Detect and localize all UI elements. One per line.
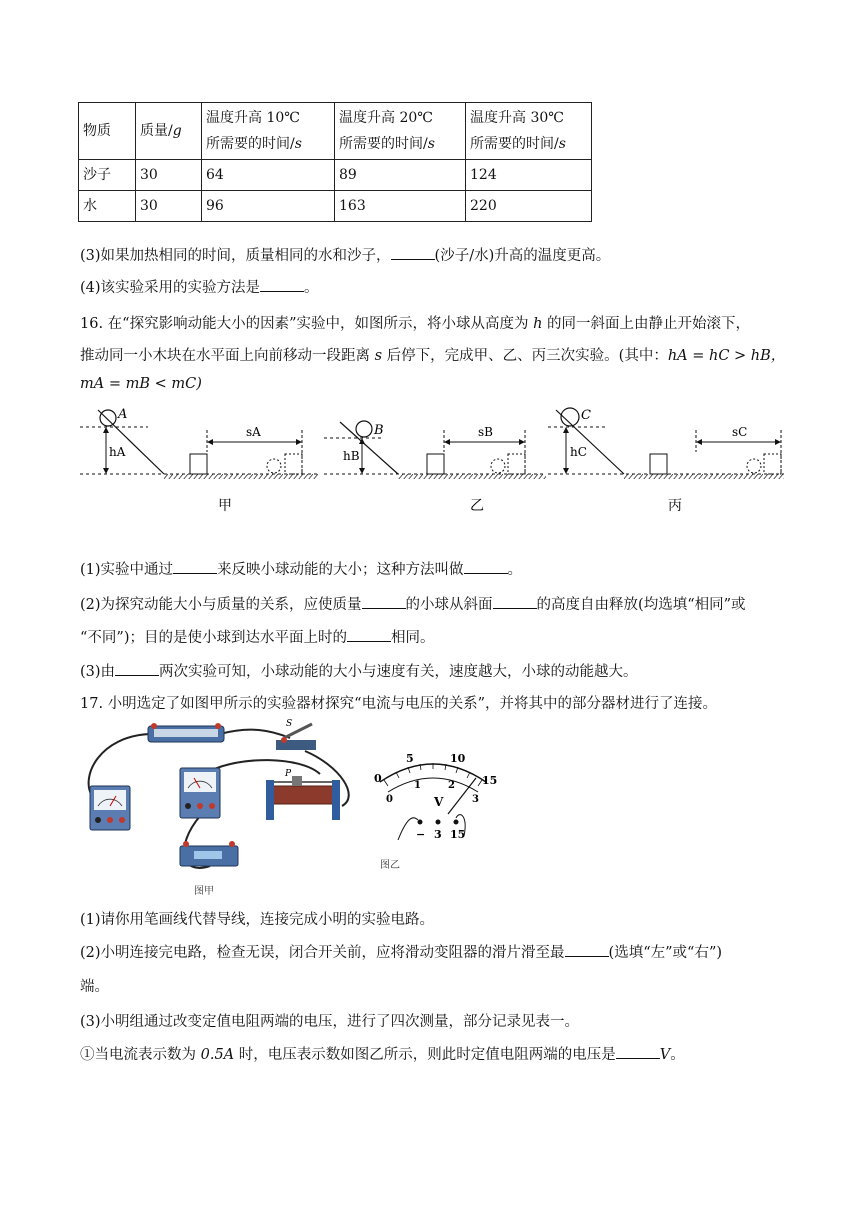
header-text: 质量/	[140, 123, 173, 139]
header-text: 温度升高 20℃	[339, 110, 433, 126]
header-cell	[202, 103, 335, 160]
condition-formula: hA = hC > hB，	[667, 348, 786, 364]
scale-label: 5	[406, 752, 414, 765]
terminal-label: −	[416, 828, 426, 841]
wood-block	[650, 454, 667, 474]
answer-blank	[173, 561, 217, 574]
answer-blank	[347, 629, 391, 642]
math-var: s	[374, 348, 383, 364]
q16-part2	[80, 593, 746, 614]
header-text: 所需要的时间/	[470, 136, 559, 152]
text: 的高度自由释放(均选填“相同”或	[536, 597, 746, 613]
voltmeter	[180, 768, 220, 818]
text: 的小球从斜面	[405, 597, 493, 613]
ball-label: B	[374, 423, 384, 438]
q16-part2-cont	[80, 626, 434, 647]
q16-stem-line2	[80, 344, 785, 365]
figure-caption: 甲	[218, 498, 232, 514]
text: 相同。	[390, 630, 435, 646]
text: (3)如果加热相同的时间，质量相同的水和沙子，	[80, 248, 391, 264]
answer-blank	[565, 944, 609, 957]
terminal-label: 15	[450, 828, 466, 841]
header-unit: s	[427, 136, 435, 152]
text: (1)请你用笔画线代替导线，连接完成小明的实验电路。	[80, 912, 435, 928]
text: (3)由	[80, 664, 116, 680]
text: 的同一斜面上由静止开始滚下，	[542, 316, 751, 332]
text: 后停下，完成甲、乙、丙三次实验。(其中：	[382, 348, 668, 364]
text: 端。	[80, 979, 109, 995]
header-cell	[79, 103, 136, 160]
figure-caption: 图甲	[194, 886, 214, 897]
text: (沙子/水)升高的温度更高。	[434, 248, 611, 264]
table-cell: 96	[202, 191, 335, 222]
setup-jia	[80, 407, 318, 514]
ball-icon	[100, 410, 116, 426]
answer-blank	[464, 561, 508, 574]
ball-label: C	[581, 408, 591, 423]
ball-icon	[356, 421, 372, 437]
header-unit: s	[558, 136, 566, 152]
text: (1)实验中通过	[80, 562, 174, 578]
setup-yi	[324, 421, 546, 514]
q17-stem	[80, 692, 717, 713]
scale-label: 2	[448, 780, 455, 791]
table-cell: 220	[466, 191, 592, 222]
table-cell: 沙子	[79, 160, 136, 191]
figure-caption: 图乙	[380, 860, 400, 871]
text: (选填“左”或“右”)	[608, 945, 723, 961]
rheostat-top	[148, 723, 224, 742]
header-text: 所需要的时间/	[206, 136, 295, 152]
text: 。	[304, 280, 319, 296]
meter-unit: V	[434, 795, 444, 809]
q16-part1	[80, 558, 522, 579]
answer-blank	[616, 1046, 660, 1059]
text: 16. 在“探究影响动能大小的因素”实验中，如图所示，将小球从高度为	[80, 316, 534, 332]
q16-stem-line3	[80, 376, 202, 392]
scale-label: 1	[414, 780, 421, 791]
kinetic-energy-figure	[78, 402, 790, 520]
text: (4)该实验采用的实验方法是	[80, 280, 261, 296]
table-cell: 163	[335, 191, 466, 222]
distance-label: sA	[246, 425, 261, 439]
scale-label: 10	[450, 752, 466, 765]
math-value: 0.5A	[200, 1047, 235, 1063]
wood-block	[427, 454, 444, 474]
figure-caption: 乙	[470, 498, 484, 514]
q17-part3-sub1	[80, 1043, 685, 1064]
distance-label: sC	[732, 425, 748, 439]
ammeter	[90, 786, 130, 830]
q17-part1	[80, 908, 434, 929]
table-cell: 64	[202, 160, 335, 191]
header-cell	[466, 103, 592, 160]
table-cell: 水	[79, 191, 136, 222]
answer-blank	[115, 663, 159, 676]
figure-caption: 丙	[668, 498, 682, 514]
text: (2)小明连接完电路，检查无误，闭合开关前，应将滑动变阻器的滑片滑至最	[80, 945, 565, 961]
answer-blank	[391, 247, 435, 260]
text: 17. 小明选定了如图甲所示的实验器材探究“电流与电压的关系”，并将其中的部分器材进行了连接。	[80, 696, 717, 712]
setup-bing	[548, 408, 784, 514]
scale-label: 3	[472, 794, 479, 805]
header-text: 温度升高 30℃	[470, 110, 564, 126]
text: 两次实验可知，小球动能的大小与速度有关，速度越大，小球的动能越大。	[159, 664, 638, 680]
text: 推动同一小木块在水平面上向前移动一段距离	[80, 348, 375, 364]
scale-label: 15	[482, 774, 498, 787]
q15-part4	[80, 276, 319, 297]
slide-rheostat	[266, 769, 340, 820]
table-cell: 30	[136, 160, 202, 191]
height-label: hC	[570, 445, 587, 459]
text: ①当电流表示数为	[80, 1047, 201, 1063]
fixed-resistor	[180, 841, 238, 866]
text: (3)小明组通过改变定值电阻两端的电压，进行了四次测量，部分记录见表一。	[80, 1014, 580, 1030]
table-cell: 30	[136, 191, 202, 222]
math-var: h	[533, 316, 543, 332]
q17-part2-cont	[80, 975, 109, 996]
q16-part3	[80, 660, 638, 681]
ball-label: A	[118, 407, 128, 422]
table-row	[79, 160, 592, 191]
condition-formula: mA = mB < mC)	[80, 376, 202, 392]
table-row	[79, 191, 592, 222]
answer-blank	[493, 596, 537, 609]
header-text: 温度升高 10℃	[206, 110, 300, 126]
data-table	[78, 102, 592, 222]
table-header-row	[79, 103, 592, 160]
header-cell	[335, 103, 466, 160]
terminal-label: 3	[434, 828, 442, 841]
slider-label: P	[285, 769, 292, 779]
answer-blank	[362, 596, 406, 609]
switch-label: S	[286, 719, 293, 729]
q17-part3	[80, 1010, 579, 1031]
header-cell	[136, 103, 202, 160]
header-unit: g	[172, 123, 182, 139]
apparatus-figure	[80, 716, 360, 900]
text: 时，电压表示数如图乙所示，则此时定值电阻两端的电压是	[234, 1047, 616, 1063]
answer-blank	[260, 279, 304, 292]
text: 。	[670, 1047, 685, 1063]
height-label: hB	[343, 449, 360, 463]
text: 来反映小球动能的大小；这种方法叫做	[217, 562, 464, 578]
text: 。	[507, 562, 523, 578]
math-unit: V	[659, 1047, 671, 1063]
header-text: 物质	[83, 123, 111, 139]
wood-block	[190, 454, 207, 474]
voltmeter-dial-figure	[368, 740, 508, 880]
text: (2)为探究动能大小与质量的关系，应使质量	[80, 597, 362, 613]
header-text: 所需要的时间/	[339, 136, 428, 152]
q15-part3	[80, 244, 610, 265]
table-cell: 124	[466, 160, 592, 191]
q17-part2	[80, 941, 722, 962]
q16-stem-line1	[80, 312, 750, 333]
table-cell: 89	[335, 160, 466, 191]
text: “不同”)；目的是使小球到达水平面上时的	[80, 630, 347, 646]
distance-label: sB	[478, 425, 493, 439]
scale-label: 0	[374, 772, 382, 785]
height-label: hA	[109, 445, 126, 459]
header-unit: s	[294, 136, 302, 152]
scale-label: 0	[386, 794, 393, 805]
